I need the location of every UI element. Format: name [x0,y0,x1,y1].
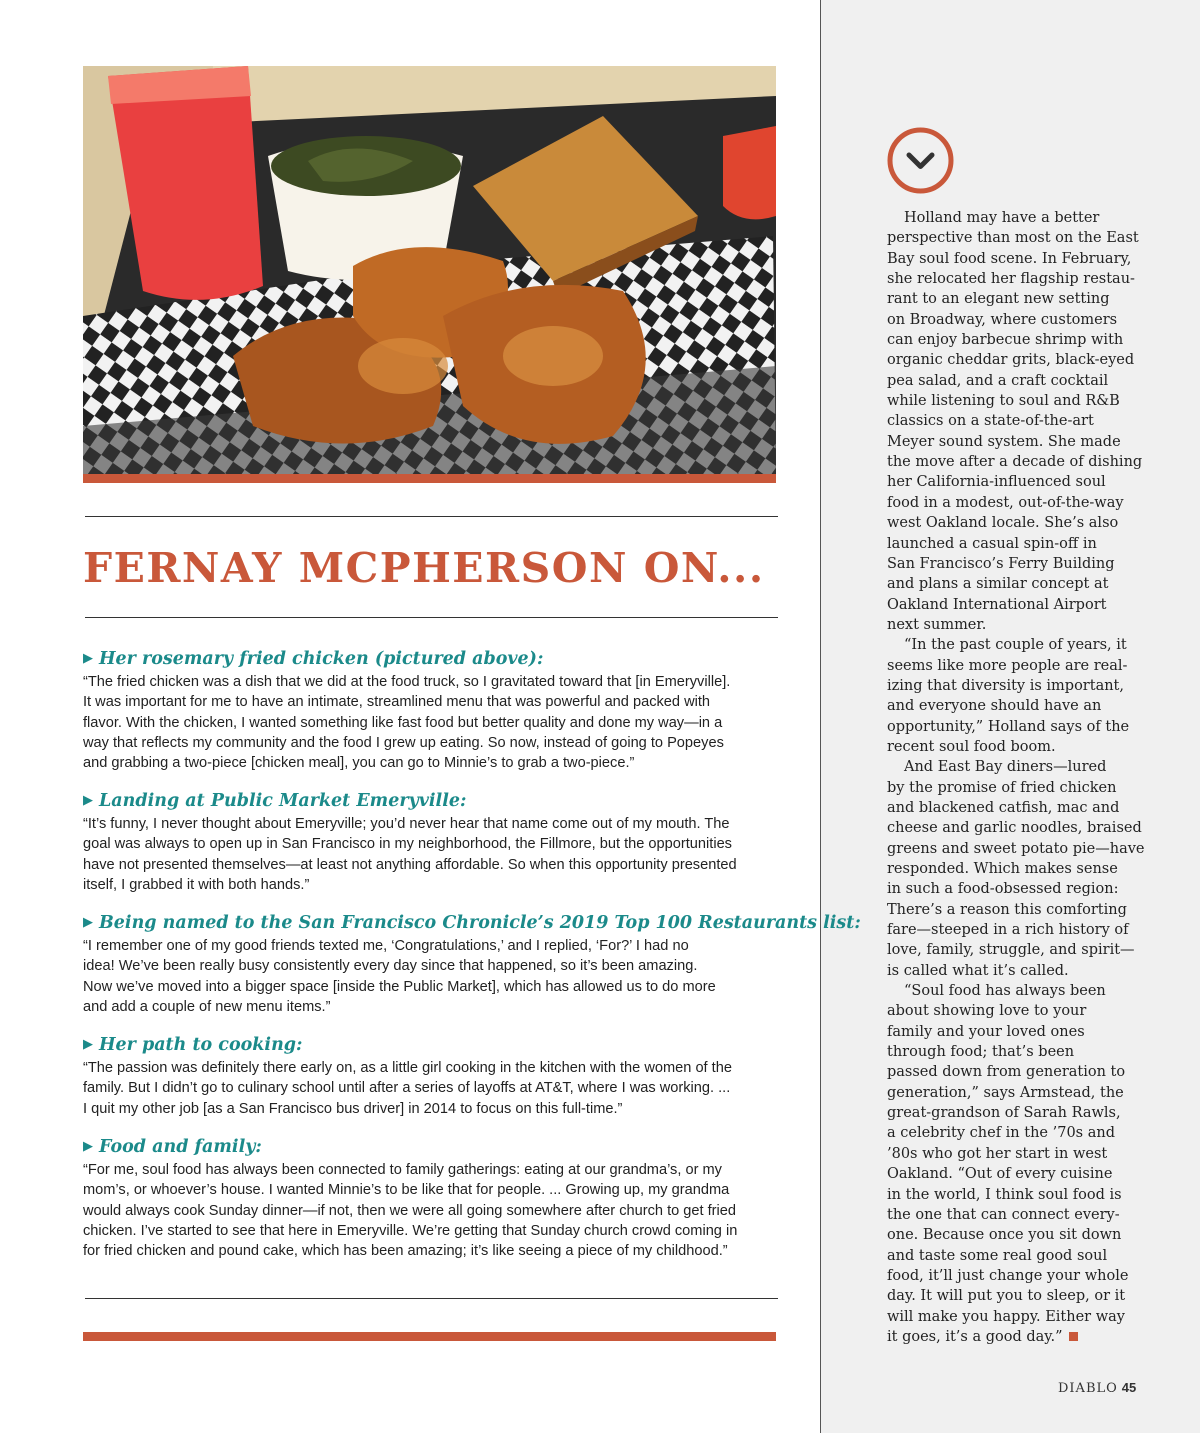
qa-item [83,648,783,773]
sidebar-line: organic cheddar grits, black-eyed [887,352,1135,369]
sidebar-line: west Oakland locale. She’s also [887,515,1119,532]
sidebar-line: and everyone should have an [887,698,1102,715]
sidebar-line: and blackened catfish, mac and [887,799,1120,816]
qa-heading: ▶ Landing at Public Market Emeryville: [83,791,467,811]
sidebar-line: “Soul food has always been [904,983,1106,1000]
qa-heading: ▶ Her rosemary fried chicken (pictured above): [83,649,544,669]
sidebar-line: ’80s who got her start in west [887,1145,1108,1162]
photo-accent-bar [83,474,776,483]
fried-chicken-photo [83,66,776,474]
qa-answer: “For me, soul food has always been connected to family gatherings: eating at our grandma’s, or my mom’s, or whoever’s house. I wanted Minnie’s to be like that for people. ... Growing up, my grandma would always cook Sunday dinner—if not, then we were all going somewhere after church to get fried chicken. I’ve started to see that here in Emeryville. We’re getting that Sunday church crowd coming in for fried chicken and pound cake, which has been amazing; it’s like seeing a piece of my childhood.” [83,1162,738,1260]
sidebar-line: about showing love to your [887,1003,1087,1020]
qa-heading: ▶ Being named to the San Francisco Chronicle’s 2019 Top 100 Restaurants list: [83,913,861,933]
qa-heading: ▶ Her path to cooking: [83,1035,303,1055]
sidebar-line: one. Because once you sit down [887,1227,1122,1244]
sidebar-line: recent soul food boom. [887,738,1056,755]
sidebar-line: is called what it’s called. [887,962,1069,979]
sidebar-line: Oakland International Airport [887,596,1107,613]
sidebar-line: generation,” says Armstead, the [887,1084,1124,1101]
sidebar-line: There’s a reason this comforting [887,901,1127,918]
sidebar-line: opportunity,” Holland says of the [887,718,1130,735]
sidebar-line: on Broadway, where customers [887,311,1118,328]
magazine-name: DIABLO [1058,1381,1118,1396]
sidebar-line: Oakland. “Out of every cuisine [887,1166,1113,1183]
triangle-bullet-icon: ▶ [83,1139,93,1154]
sidebar-line: And East Bay diners—lured [904,759,1107,776]
sidebar-line: will make you happy. Either way [887,1308,1125,1325]
sidebar-line: in such a food-obsessed region: [887,881,1119,898]
sidebar-line: through food; that’s been [887,1044,1075,1061]
sidebar-line: and taste some real good soul [887,1247,1108,1264]
bottom-accent-bar [83,1332,776,1341]
qa-answer: “I remember one of my good friends texted me, ‘Congratulations,’ and I replied, ‘For?’ I had no idea! We’ve been really busy consistently every day since that happened, so it’s been amazing. Now we’ve moved into a bigger space [inside the Public Market], which has allowed us to do more and add a couple of new menu items.” [83,938,716,1015]
sidebar-line: fare—steeped in a rich history of [887,922,1129,939]
sidebar-line: in the world, I think soul food is [887,1186,1122,1203]
sidebar-line: her California-influenced soul [887,474,1106,491]
sidebar-line: responded. Which makes sense [887,861,1118,877]
sidebar-line: and plans a similar concept at [887,576,1109,593]
sidebar-line: the one that can connect every- [887,1206,1120,1223]
sidebar-line: can enjoy barbecue shrimp with [887,332,1124,349]
qa-answer: “The passion was definitely there early on, as a little girl cooking in the kitchen with the women of the family. But I didn’t go to culinary school until after a series of layoffs at AT&T, where I was working. ... I quit my other job [as a San Francisco bus driver] in 2014 to focus on this full-time.” [83,1060,732,1117]
sidebar-line: family and your loved ones [887,1023,1085,1040]
sidebar-line: pea salad, and a craft cocktail [887,372,1109,389]
qa-heading: ▶ Food and family: [83,1137,262,1157]
top-divider [85,516,778,517]
sidebar-line: seems like more people are real- [887,657,1128,674]
sidebar-line: San Francisco’s Ferry Building [887,555,1115,572]
sidebar-line: she relocated her flagship restau- [887,271,1135,288]
sidebar-line: “In the past couple of years, it [904,637,1127,654]
sidebar-line: while listening to soul and R&B [887,393,1120,410]
sidebar-line: rant to an elegant new setting [887,291,1110,308]
page-number: 45 [1121,1380,1137,1395]
sidebar-line: izing that diversity is important, [887,677,1124,694]
qa-item [83,912,861,1017]
sidebar-line: launched a casual spin-off in [887,535,1097,552]
chevron-down-icon [887,127,954,194]
headline-divider [85,617,778,618]
sidebar-line: the move after a decade of dishing [887,454,1143,471]
sidebar-article-text [887,208,1145,1347]
sidebar-line: Bay soul food scene. In February, [887,250,1132,267]
sidebar-line: perspective than most on the East [887,230,1139,247]
sidebar-line: classics on a state-of-the-art [887,413,1094,430]
sidebar-line: great-grandson of Sarah Rawls, [887,1105,1121,1122]
qa-answer: “It’s funny, I never thought about Emeryville; you’d never hear that name come out of my mouth. The goal was always to open up in San Francisco in my neighborhood, the Fillmore, but the opportunities have not presented themselves—at least not anything affordable. So when this opportunity presented itself, I grabbed it with both hands.” [83,816,737,893]
sidebar-line: passed down from generation to [887,1064,1126,1081]
triangle-bullet-icon: ▶ [83,793,93,808]
sidebar-line: Holland may have a better [904,210,1100,226]
end-mark-icon [1069,1332,1078,1341]
sidebar-line: food in a modest, out-of-the-way [887,494,1124,511]
sidebar-line: a celebrity chef in the ’70s and [887,1125,1115,1142]
triangle-bullet-icon: ▶ [83,915,93,930]
qa-item [83,1034,783,1119]
qa-item [83,1136,783,1261]
sidebar-line: love, family, struggle, and spirit— [887,942,1135,959]
triangle-bullet-icon: ▶ [83,651,93,666]
article-headline: FERNAY MCPHERSON ON... [83,544,765,592]
qa-answer: “The fried chicken was a dish that we did at the food truck, so I gravitated toward that [in Emeryville]. It was important for me to have an intimate, streamlined menu that was powerful and packed with flavor. With the chicken, I wanted something like fast food but better quality and done my way—in a way that reflects my community and the food I grew up eating. So now, instead of going to Popeyes and grabbing a two-piece [chicken meal], you can go to Minnie’s to grab a two-piece.” [83,674,731,772]
page-folio [1058,1380,1136,1396]
qa-item [83,790,783,895]
sidebar-line: by the promise of fried chicken [887,779,1117,796]
sidebar-line: it goes, it’s a good day.” [887,1327,1137,1347]
sidebar-line: Meyer sound system. She made [887,433,1121,450]
bottom-divider [85,1298,778,1299]
sidebar-line: day. It will put you to sleep, or it [887,1288,1126,1305]
sidebar-line: next summer. [887,616,987,633]
triangle-bullet-icon: ▶ [83,1037,93,1052]
sidebar-line: greens and sweet potato pie—have [887,840,1145,857]
sidebar-line: cheese and garlic noodles, braised [887,820,1142,837]
sidebar-line: food, it’ll just change your whole [887,1267,1129,1284]
